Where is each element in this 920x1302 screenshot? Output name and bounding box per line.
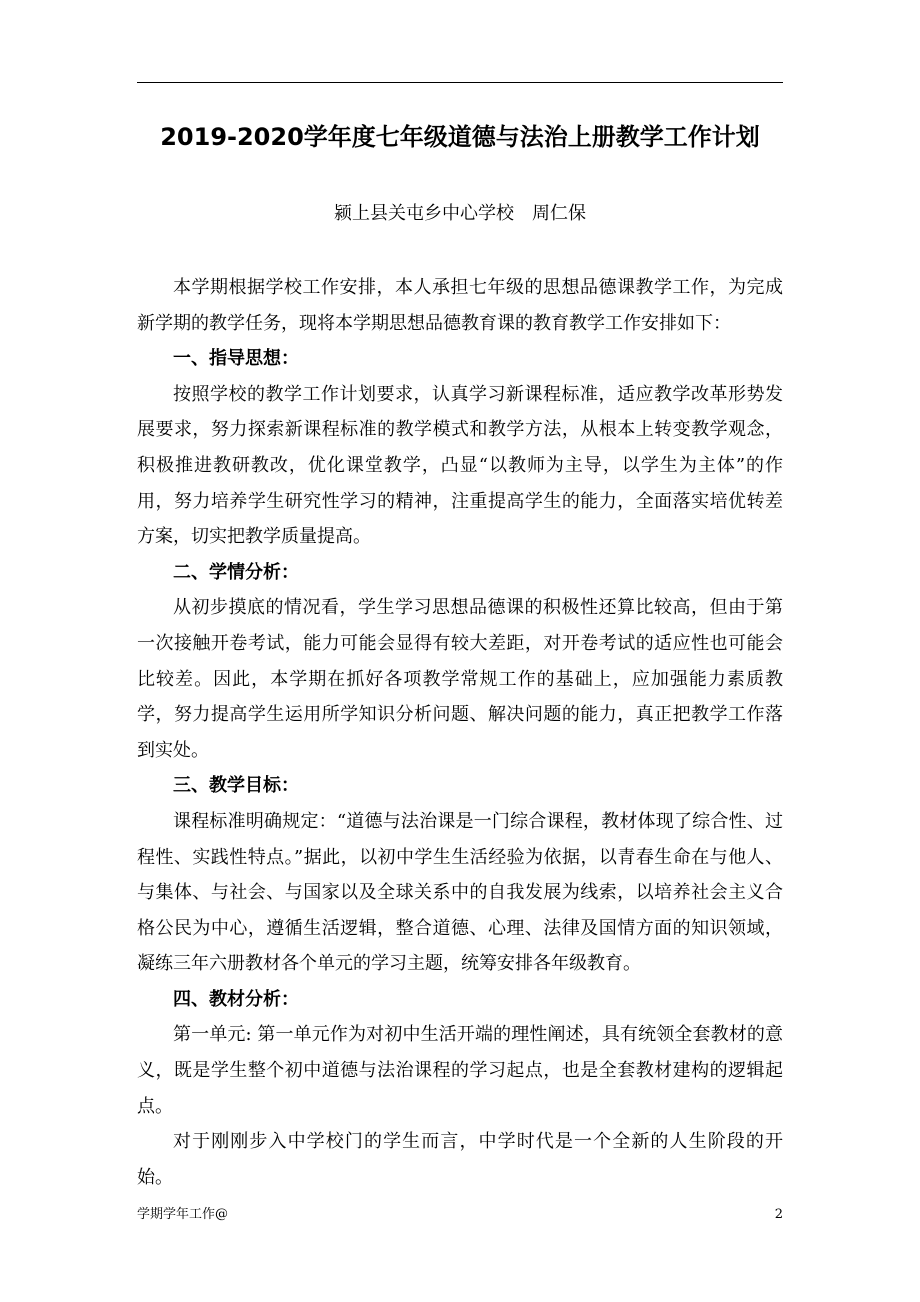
section-heading-teaching-goals: 三、教学目标： xyxy=(173,775,299,797)
section-heading-textbook-analysis: 四、教材分析： xyxy=(173,988,299,1010)
document-body xyxy=(137,270,783,1195)
header-rule xyxy=(137,82,783,83)
author-line: 颍上县关屯乡中心学校 周仁保 xyxy=(334,203,586,224)
document-title: 2019-2020学年度七年级道德与法治上册教学工作计划 xyxy=(160,123,760,151)
body-paragraph: 第一单元: 第一单元作为对初中生活开端的理性阐述，具有统领全套教材的意义，既是学生整个初中道德与法治课程的学习起点，也是全套教材建构的逻辑起点。 xyxy=(137,1024,783,1117)
section-heading-guiding-ideology: 一、指导思想： xyxy=(173,348,299,370)
intro-paragraph: 本学期根据学校工作安排，本人承担七年级的思想品德课教学工作，为完成新学期的教学任务，现将本学期思想品德教育课的教育教学工作安排如下： xyxy=(137,277,783,334)
body-paragraph: 从初步摸底的情况看，学生学习思想品德课的积极性还算比较高，但由于第一次接触开卷考试，能力可能会显得有较大差距，对开卷考试的适应性也可能会比较差。因此，本学期在抓好各项教学常规工作的基础上，应加强能力素质教学，努力提高学生运用所学知识分析问题、解决问题的能力，真正把教学工作落到实处。 xyxy=(137,597,783,761)
body-paragraph: 对于刚刚步入中学校门的学生而言，中学时代是一个全新的人生阶段的开始。 xyxy=(137,1131,783,1188)
section-heading-student-analysis: 二、学情分析： xyxy=(173,561,299,583)
page-number: 2 xyxy=(774,1207,783,1222)
body-paragraph: 课程标准明确规定：“道德与法治课是一门综合课程，教材体现了综合性、过程性、实践性特点。”据此，以初中学生生活经验为依据，以青春生命在与他人、与集体、与社会、与国家以及全球关系中的自我发展为线索，以培养社会主义合格公民为中心，遵循生活逻辑，整合道德、心理、法律及国情方面的知识领域，凝练三年六册教材各个单元的学习主题，统筹安排各年级教育。 xyxy=(137,810,783,975)
body-paragraph: 按照学校的教学工作计划要求，认真学习新课程标准，适应教学改革形势发展要求，努力探索新课程标准的教学模式和教学方法，从根本上转变教学观念，积极推进教研教改，优化课堂教学，凸显“以教师为主导，以学生为主体”的作用，努力培养学生研究性学习的精神，注重提高学生的能力，全面落实培优转差方案，切实把教学质量提高。 xyxy=(137,383,783,548)
footer-label: 学期学年工作@ xyxy=(137,1207,229,1222)
